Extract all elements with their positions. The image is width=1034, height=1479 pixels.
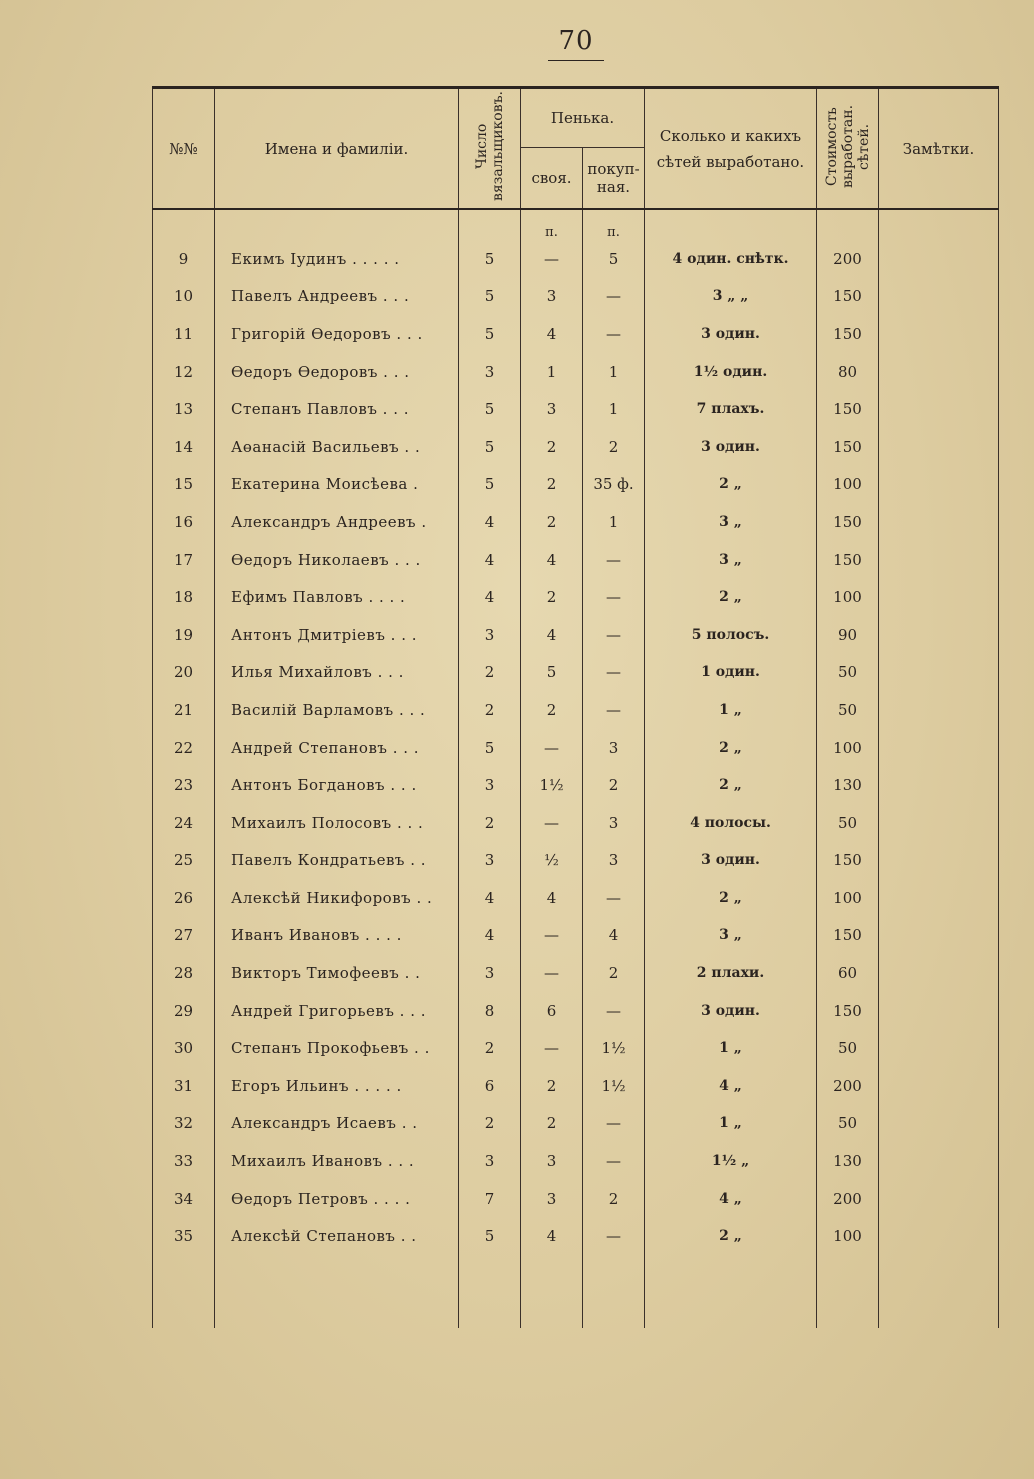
person-name: Павелъ Андреевъ . . . — [215, 278, 459, 316]
notes-cell — [879, 541, 999, 579]
hemp-own: — — [521, 240, 583, 278]
nets-produced: 5 полосъ. — [645, 616, 817, 654]
nets-cost: 150 — [817, 541, 879, 579]
person-name: Александръ Исаевъ . . — [215, 1105, 459, 1143]
knitters-count: 3 — [459, 1142, 521, 1180]
fishing-nets-table — [152, 86, 999, 1328]
hemp-own: 2 — [521, 1067, 583, 1105]
nets-produced: 1½ один. — [645, 353, 817, 391]
notes-cell — [879, 729, 999, 767]
nets-produced: 7 плахъ. — [645, 390, 817, 428]
knitters-count: 3 — [459, 842, 521, 880]
row-number: 19 — [153, 616, 215, 654]
hemp-own: — — [521, 729, 583, 767]
notes-cell — [879, 1180, 999, 1218]
person-name: Григорій Өедоровъ . . . — [215, 315, 459, 353]
nets-produced: 2 „ — [645, 879, 817, 917]
notes-cell — [879, 240, 999, 278]
unit-cell-empty — [645, 209, 817, 240]
filler-cell — [153, 1255, 215, 1328]
person-name: Өедоръ Өедоровъ . . . — [215, 353, 459, 391]
hemp-own: 3 — [521, 278, 583, 316]
nets-cost: 100 — [817, 1217, 879, 1255]
knitters-count: 3 — [459, 954, 521, 992]
nets-cost: 150 — [817, 503, 879, 541]
table-row — [153, 1180, 999, 1218]
person-name: Викторъ Тимофеевъ . . — [215, 954, 459, 992]
person-name: Егоръ Ильинъ . . . . . — [215, 1067, 459, 1105]
row-number: 15 — [153, 466, 215, 504]
header-knitters — [459, 88, 521, 210]
row-number: 11 — [153, 315, 215, 353]
nets-produced: 2 „ — [645, 766, 817, 804]
notes-cell — [879, 1217, 999, 1255]
nets-cost: 150 — [817, 917, 879, 955]
hemp-bought: — — [583, 578, 645, 616]
hemp-own: 4 — [521, 315, 583, 353]
table-row — [153, 503, 999, 541]
row-number: 29 — [153, 992, 215, 1030]
hemp-bought: — — [583, 278, 645, 316]
table-row — [153, 428, 999, 466]
nets-cost: 100 — [817, 466, 879, 504]
hemp-bought: 1½ — [583, 1029, 645, 1067]
hemp-bought: 3 — [583, 804, 645, 842]
table-row — [153, 879, 999, 917]
hemp-bought: 3 — [583, 842, 645, 880]
header-hemp: Пенька. — [521, 88, 645, 148]
unit-row — [153, 209, 999, 240]
notes-cell — [879, 691, 999, 729]
table-row — [153, 578, 999, 616]
person-name: Алексѣй Никифоровъ . . — [215, 879, 459, 917]
nets-cost: 50 — [817, 1029, 879, 1067]
hemp-own: 2 — [521, 428, 583, 466]
nets-cost: 100 — [817, 578, 879, 616]
person-name: Михаилъ Ивановъ . . . — [215, 1142, 459, 1180]
nets-cost: 200 — [817, 1067, 879, 1105]
notes-cell — [879, 503, 999, 541]
notes-cell — [879, 1105, 999, 1143]
table-row — [153, 954, 999, 992]
hemp-bought: 1 — [583, 353, 645, 391]
notes-cell — [879, 578, 999, 616]
hemp-bought: 1 — [583, 503, 645, 541]
table-row — [153, 691, 999, 729]
row-number: 33 — [153, 1142, 215, 1180]
hemp-own: — — [521, 804, 583, 842]
hemp-bought: — — [583, 616, 645, 654]
notes-cell — [879, 315, 999, 353]
hemp-own: 1 — [521, 353, 583, 391]
unit-own: п. — [521, 209, 583, 240]
nets-produced: 1½ „ — [645, 1142, 817, 1180]
notes-cell — [879, 917, 999, 955]
hemp-own: 2 — [521, 466, 583, 504]
notes-cell — [879, 1142, 999, 1180]
row-number: 17 — [153, 541, 215, 579]
person-name: Антонъ Богдановъ . . . — [215, 766, 459, 804]
knitters-count: 4 — [459, 503, 521, 541]
table-filler-row — [153, 1255, 999, 1328]
table-row — [153, 1105, 999, 1143]
hemp-bought: — — [583, 654, 645, 692]
notes-cell — [879, 1029, 999, 1067]
knitters-count: 8 — [459, 992, 521, 1030]
person-name: Андрей Степановъ . . . — [215, 729, 459, 767]
notes-cell — [879, 842, 999, 880]
header-hemp-bought: покуп-ная. — [583, 148, 645, 210]
nets-produced: 1 „ — [645, 691, 817, 729]
person-name: Антонъ Дмитріевъ . . . — [215, 616, 459, 654]
hemp-bought: — — [583, 315, 645, 353]
nets-cost: 150 — [817, 315, 879, 353]
row-number: 27 — [153, 917, 215, 955]
row-number: 16 — [153, 503, 215, 541]
person-name: Степанъ Прокофьевъ . . — [215, 1029, 459, 1067]
nets-cost: 50 — [817, 654, 879, 692]
notes-cell — [879, 804, 999, 842]
row-number: 26 — [153, 879, 215, 917]
row-number: 14 — [153, 428, 215, 466]
page-number: 70 — [558, 26, 594, 56]
hemp-own: 2 — [521, 503, 583, 541]
hemp-bought: 2 — [583, 766, 645, 804]
row-number: 35 — [153, 1217, 215, 1255]
filler-cell — [879, 1255, 999, 1328]
table-row — [153, 804, 999, 842]
nets-cost: 150 — [817, 992, 879, 1030]
nets-cost: 90 — [817, 616, 879, 654]
person-name: Ефимъ Павловъ . . . . — [215, 578, 459, 616]
table-row — [153, 315, 999, 353]
table-row — [153, 616, 999, 654]
table-row — [153, 992, 999, 1030]
header-notes: Замѣтки. — [879, 88, 999, 210]
header-hemp-own: своя. — [521, 148, 583, 210]
hemp-bought: — — [583, 1142, 645, 1180]
row-number: 28 — [153, 954, 215, 992]
nets-produced: 3 „ „ — [645, 278, 817, 316]
knitters-count: 2 — [459, 654, 521, 692]
page-number-rule — [548, 60, 604, 61]
knitters-count: 4 — [459, 879, 521, 917]
nets-produced: 1 „ — [645, 1029, 817, 1067]
hemp-own: 5 — [521, 654, 583, 692]
header-number: №№ — [153, 88, 215, 210]
person-name: Екимъ Іудинъ . . . . . — [215, 240, 459, 278]
knitters-count: 2 — [459, 1029, 521, 1067]
hemp-own: 3 — [521, 1180, 583, 1218]
filler-cell — [215, 1255, 459, 1328]
table-row — [153, 654, 999, 692]
nets-cost: 200 — [817, 1180, 879, 1218]
notes-cell — [879, 1067, 999, 1105]
nets-cost: 200 — [817, 240, 879, 278]
knitters-count: 3 — [459, 616, 521, 654]
notes-cell — [879, 428, 999, 466]
nets-cost: 150 — [817, 842, 879, 880]
row-number: 13 — [153, 390, 215, 428]
table-row — [153, 466, 999, 504]
hemp-own: 6 — [521, 992, 583, 1030]
knitters-count: 5 — [459, 729, 521, 767]
hemp-bought: 3 — [583, 729, 645, 767]
hemp-own: 4 — [521, 1217, 583, 1255]
nets-produced: 2 „ — [645, 1217, 817, 1255]
person-name: Василій Варламовъ . . . — [215, 691, 459, 729]
hemp-own: 4 — [521, 541, 583, 579]
nets-produced: 1 „ — [645, 1105, 817, 1143]
person-name: Өедоръ Петровъ . . . . — [215, 1180, 459, 1218]
hemp-own: 2 — [521, 691, 583, 729]
filler-cell — [583, 1255, 645, 1328]
table-row — [153, 240, 999, 278]
table-row — [153, 541, 999, 579]
nets-produced: 3 „ — [645, 917, 817, 955]
table-row — [153, 278, 999, 316]
nets-cost: 150 — [817, 390, 879, 428]
hemp-own: 3 — [521, 1142, 583, 1180]
nets-produced: 4 один. снѣтк. — [645, 240, 817, 278]
notes-cell — [879, 390, 999, 428]
notes-cell — [879, 954, 999, 992]
hemp-bought: 4 — [583, 917, 645, 955]
nets-cost: 50 — [817, 1105, 879, 1143]
header-cost-text: Стоимость выработан. сѣтей. — [823, 104, 872, 189]
table-row — [153, 1029, 999, 1067]
row-number: 30 — [153, 1029, 215, 1067]
table-row — [153, 390, 999, 428]
notes-cell — [879, 992, 999, 1030]
unit-cell-empty — [879, 209, 999, 240]
row-number: 25 — [153, 842, 215, 880]
knitters-count: 4 — [459, 541, 521, 579]
nets-cost: 100 — [817, 729, 879, 767]
row-number: 23 — [153, 766, 215, 804]
table-row — [153, 353, 999, 391]
nets-cost: 100 — [817, 879, 879, 917]
person-name: Андрей Григорьевъ . . . — [215, 992, 459, 1030]
nets-produced: 4 „ — [645, 1067, 817, 1105]
hemp-own: 4 — [521, 616, 583, 654]
header-name: Имена и фамиліи. — [215, 88, 459, 210]
knitters-count: 2 — [459, 1105, 521, 1143]
hemp-bought: — — [583, 1217, 645, 1255]
nets-produced: 4 „ — [645, 1180, 817, 1218]
header-nets: Сколько и какихъ сѣтей выработано. — [645, 88, 817, 210]
nets-cost: 130 — [817, 1142, 879, 1180]
row-number: 31 — [153, 1067, 215, 1105]
knitters-count: 5 — [459, 1217, 521, 1255]
person-name: Аөанасій Васильевъ . . — [215, 428, 459, 466]
person-name: Екатерина Моисѣева . — [215, 466, 459, 504]
knitters-count: 6 — [459, 1067, 521, 1105]
knitters-count: 5 — [459, 466, 521, 504]
knitters-count: 7 — [459, 1180, 521, 1218]
person-name: Михаилъ Полосовъ . . . — [215, 804, 459, 842]
hemp-bought: — — [583, 992, 645, 1030]
person-name: Алексѣй Степановъ . . — [215, 1217, 459, 1255]
hemp-bought: — — [583, 691, 645, 729]
person-name: Александръ Андреевъ . — [215, 503, 459, 541]
nets-produced: 2 „ — [645, 729, 817, 767]
row-number: 34 — [153, 1180, 215, 1218]
header-cost — [817, 88, 879, 210]
table-row — [153, 1142, 999, 1180]
nets-cost: 80 — [817, 353, 879, 391]
table-row — [153, 917, 999, 955]
unit-cell-empty — [459, 209, 521, 240]
notes-cell — [879, 766, 999, 804]
unit-cell-empty — [215, 209, 459, 240]
row-number: 22 — [153, 729, 215, 767]
knitters-count: 5 — [459, 278, 521, 316]
hemp-own: — — [521, 917, 583, 955]
hemp-own: — — [521, 954, 583, 992]
unit-cell-empty — [817, 209, 879, 240]
hemp-own: 4 — [521, 879, 583, 917]
person-name: Степанъ Павловъ . . . — [215, 390, 459, 428]
hemp-bought: 35 ф. — [583, 466, 645, 504]
hemp-own: 2 — [521, 578, 583, 616]
hemp-own: 3 — [521, 390, 583, 428]
table-body — [153, 209, 999, 1328]
nets-produced: 3 один. — [645, 315, 817, 353]
nets-produced: 2 плахи. — [645, 954, 817, 992]
filler-cell — [521, 1255, 583, 1328]
knitters-count: 3 — [459, 353, 521, 391]
knitters-count: 5 — [459, 315, 521, 353]
person-name: Павелъ Кондратьевъ . . — [215, 842, 459, 880]
hemp-bought: 2 — [583, 1180, 645, 1218]
hemp-bought: — — [583, 1105, 645, 1143]
notes-cell — [879, 616, 999, 654]
nets-produced: 2 „ — [645, 466, 817, 504]
knitters-count: 2 — [459, 804, 521, 842]
nets-produced: 1 один. — [645, 654, 817, 692]
hemp-bought: — — [583, 879, 645, 917]
table-row — [153, 766, 999, 804]
hemp-own: 1½ — [521, 766, 583, 804]
row-number: 12 — [153, 353, 215, 391]
unit-cell-empty — [153, 209, 215, 240]
row-number: 20 — [153, 654, 215, 692]
table-header — [153, 88, 999, 210]
table-row — [153, 729, 999, 767]
hemp-own: — — [521, 1029, 583, 1067]
table-container — [152, 86, 998, 1328]
row-number: 10 — [153, 278, 215, 316]
nets-cost: 50 — [817, 804, 879, 842]
hemp-bought: 1 — [583, 390, 645, 428]
notes-cell — [879, 879, 999, 917]
nets-cost: 150 — [817, 278, 879, 316]
knitters-count: 3 — [459, 766, 521, 804]
row-number: 32 — [153, 1105, 215, 1143]
filler-cell — [817, 1255, 879, 1328]
person-name: Илья Михайловъ . . . — [215, 654, 459, 692]
nets-produced: 3 один. — [645, 428, 817, 466]
nets-cost: 130 — [817, 766, 879, 804]
nets-cost: 60 — [817, 954, 879, 992]
notes-cell — [879, 278, 999, 316]
hemp-bought: — — [583, 541, 645, 579]
hemp-bought: 2 — [583, 954, 645, 992]
nets-produced: 4 полосы. — [645, 804, 817, 842]
nets-produced: 3 „ — [645, 541, 817, 579]
row-number: 24 — [153, 804, 215, 842]
nets-produced: 2 „ — [645, 578, 817, 616]
hemp-bought: 2 — [583, 428, 645, 466]
filler-cell — [459, 1255, 521, 1328]
hemp-bought: 1½ — [583, 1067, 645, 1105]
table-row — [153, 842, 999, 880]
nets-produced: 3 „ — [645, 503, 817, 541]
row-number: 18 — [153, 578, 215, 616]
knitters-count: 2 — [459, 691, 521, 729]
table-row — [153, 1067, 999, 1105]
row-number: 21 — [153, 691, 215, 729]
notes-cell — [879, 466, 999, 504]
notes-cell — [879, 353, 999, 391]
person-name: Өедоръ Николаевъ . . . — [215, 541, 459, 579]
filler-cell — [645, 1255, 817, 1328]
row-number: 9 — [153, 240, 215, 278]
nets-cost: 50 — [817, 691, 879, 729]
knitters-count: 5 — [459, 390, 521, 428]
nets-cost: 150 — [817, 428, 879, 466]
header-knitters-text: Число вязальщиковъ. — [473, 91, 506, 202]
nets-produced: 3 один. — [645, 992, 817, 1030]
knitters-count: 5 — [459, 428, 521, 466]
notes-cell — [879, 654, 999, 692]
knitters-count: 4 — [459, 917, 521, 955]
unit-bought: п. — [583, 209, 645, 240]
knitters-count: 4 — [459, 578, 521, 616]
hemp-own: ½ — [521, 842, 583, 880]
hemp-bought: 5 — [583, 240, 645, 278]
knitters-count: 5 — [459, 240, 521, 278]
person-name: Иванъ Ивановъ . . . . — [215, 917, 459, 955]
hemp-own: 2 — [521, 1105, 583, 1143]
nets-produced: 3 один. — [645, 842, 817, 880]
table-row — [153, 1217, 999, 1255]
